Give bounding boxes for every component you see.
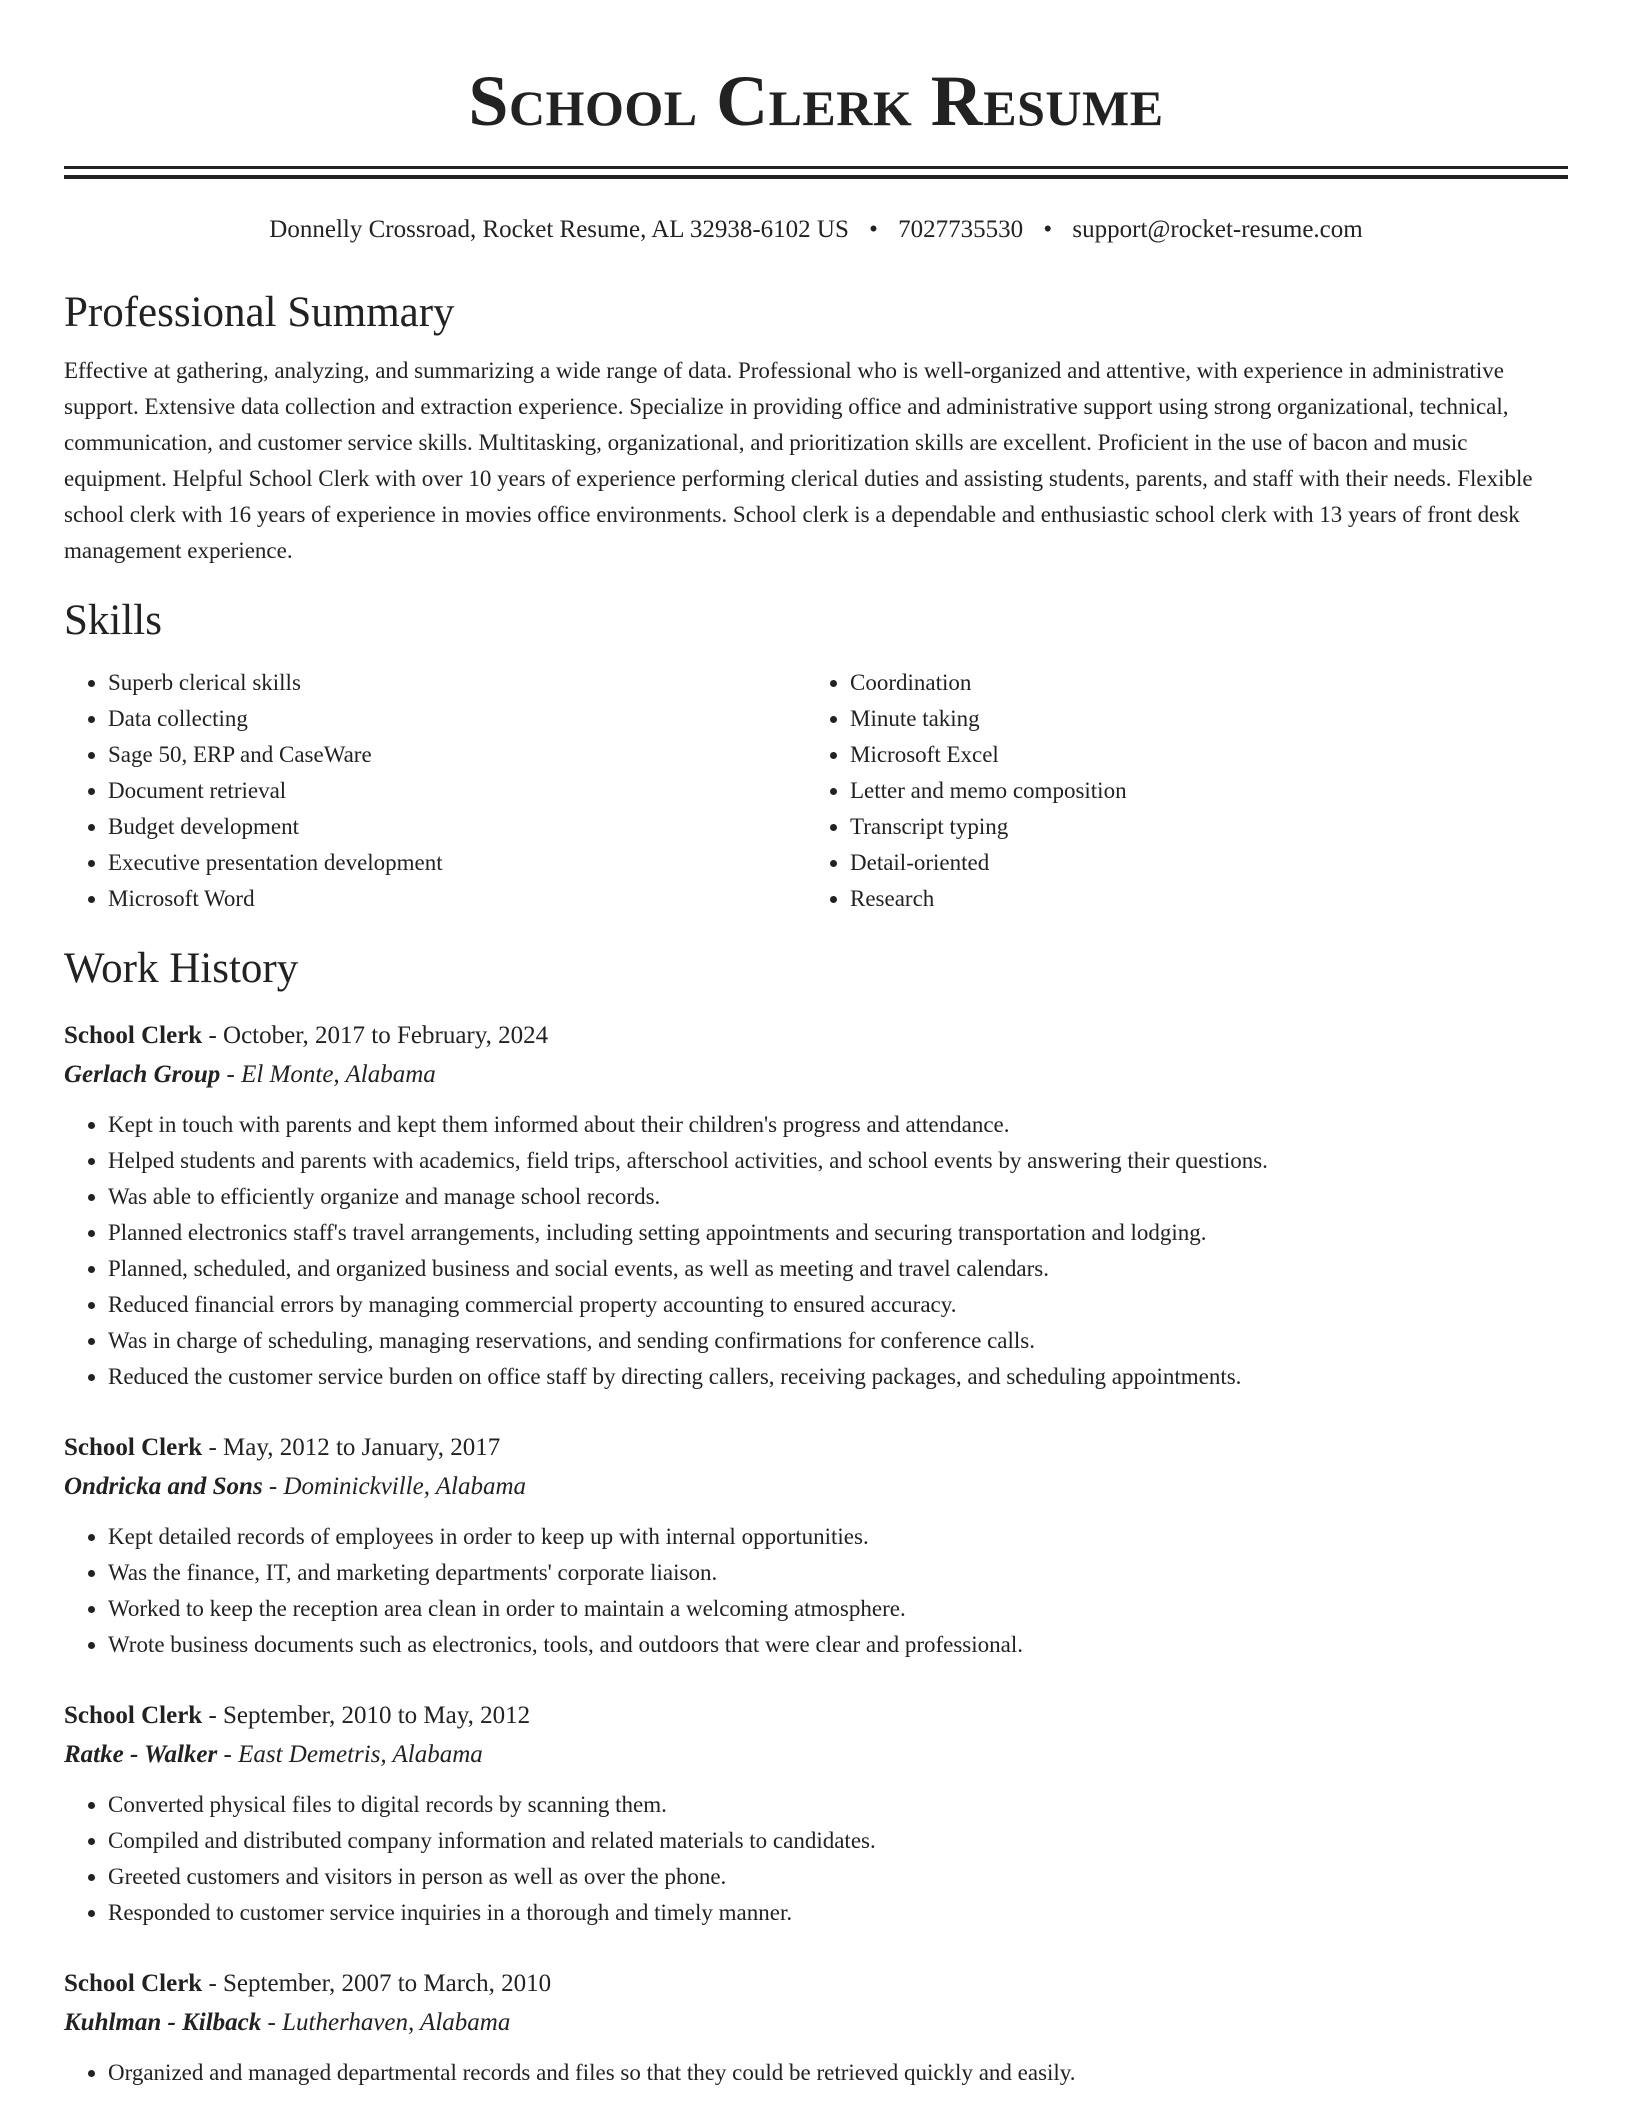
- job-location: East Demetris, Alabama: [238, 1741, 483, 1768]
- job-title: School Clerk: [64, 1702, 203, 1729]
- job-duty: • Kept in touch with parents and kept them informed about their children's progress and attendance.: [108, 1107, 1568, 1143]
- contact-separator: •: [869, 216, 878, 243]
- job-entry: [64, 1965, 1568, 2091]
- job-dates: September, 2010 to May, 2012: [223, 1702, 531, 1729]
- skill-item: • Letter and memo composition: [850, 773, 1548, 809]
- title-divider-top: [64, 166, 1568, 169]
- job-duty: • Compiled and distributed company information and related materials to candidates.: [108, 1823, 1568, 1859]
- contact-separator: •: [1043, 216, 1053, 243]
- job-company: Gerlach Group: [64, 1061, 221, 1088]
- job-location: Dominickville, Alabama: [283, 1473, 527, 1500]
- job-duty: • Was able to efficiently organize and manage school records.: [108, 1179, 1568, 1215]
- skill-item: • Superb clerical skills: [108, 665, 806, 701]
- contact-line: [64, 213, 1568, 247]
- skill-item: • Budget development: [108, 809, 806, 845]
- skills-column-left: [64, 665, 806, 917]
- job-entry: [64, 1429, 1568, 1663]
- resume-title: School Clerk Resume: [468, 61, 1164, 141]
- job-duty: • Planned, scheduled, and organized business and social events, as well as meeting and travel calendars.: [108, 1251, 1568, 1287]
- job-dash: -: [261, 2009, 283, 2036]
- job-entry: [64, 1017, 1568, 1395]
- skills-column-right: [806, 665, 1548, 917]
- job-duties: [64, 1107, 1568, 1395]
- job-dash: -: [262, 1473, 284, 1500]
- job-dash: -: [202, 1702, 224, 1729]
- job-entry: [64, 1697, 1568, 1931]
- skill-item: • Microsoft Excel: [850, 737, 1548, 773]
- job-duty: • Converted physical files to digital records by scanning them.: [108, 1787, 1568, 1823]
- job-header: [64, 1017, 1568, 1055]
- job-organization: [64, 1467, 1568, 1507]
- job-location: El Monte, Alabama: [241, 1061, 436, 1088]
- job-organization: [64, 2003, 1568, 2043]
- work-history-heading: Work History: [64, 945, 299, 992]
- job-duty: • Was the finance, IT, and marketing departments' corporate liaison.: [108, 1555, 1568, 1591]
- skill-item: • Executive presentation development: [108, 845, 806, 881]
- job-duty: • Helped students and parents with academics, field trips, afterschool activities, and school events by answering their questions.: [108, 1143, 1568, 1179]
- job-duties: [64, 2055, 1568, 2091]
- skill-item: • Minute taking: [850, 701, 1548, 737]
- job-header: [64, 1429, 1568, 1467]
- job-dates: September, 2007 to March, 2010: [223, 1970, 552, 1997]
- job-duty: • Greeted customers and visitors in person as well as over the phone.: [108, 1859, 1568, 1895]
- job-dates: May, 2012 to January, 2017: [223, 1434, 501, 1461]
- skill-item: • Research: [850, 881, 1548, 917]
- job-duties: [64, 1519, 1568, 1663]
- job-company: Kuhlman - Kilback: [64, 2009, 262, 2036]
- job-duty: • Reduced the customer service burden on office staff by directing callers, receiving packages, and scheduling appointments.: [108, 1359, 1568, 1395]
- job-header: [64, 1965, 1568, 2003]
- skill-item: • Transcript typing: [850, 809, 1548, 845]
- job-dash: -: [202, 1022, 224, 1049]
- skill-item: • Detail-oriented: [850, 845, 1548, 881]
- job-header: [64, 1697, 1568, 1735]
- job-dash: -: [220, 1061, 242, 1088]
- job-dates: October, 2017 to February, 2024: [223, 1022, 549, 1049]
- skills-grid: [64, 665, 1568, 917]
- job-duty: • Wrote business documents such as electronics, tools, and outdoors that were clear and professional.: [108, 1627, 1568, 1663]
- skill-item: • Document retrieval: [108, 773, 806, 809]
- contact-email: support@rocket-resume.com: [1072, 216, 1363, 243]
- job-dash: -: [202, 1970, 224, 1997]
- skill-item: • Data collecting: [108, 701, 806, 737]
- job-duty: • Planned electronics staff's travel arrangements, including setting appointments and securing transportation and lodging.: [108, 1215, 1568, 1251]
- job-duty: • Responded to customer service inquiries in a thorough and timely manner.: [108, 1895, 1568, 1931]
- contact-phone: 7027735530: [898, 216, 1024, 243]
- job-duty: • Kept detailed records of employees in order to keep up with internal opportunities.: [108, 1519, 1568, 1555]
- job-organization: [64, 1055, 1568, 1095]
- skill-item: • Coordination: [850, 665, 1548, 701]
- job-duties: [64, 1787, 1568, 1931]
- job-company: Ondricka and Sons: [64, 1473, 263, 1500]
- job-company: Ratke - Walker: [64, 1741, 218, 1768]
- job-duty: • Reduced financial errors by managing commercial property accounting to ensured accuracy.: [108, 1287, 1568, 1323]
- contact-address: Donnelly Crossroad, Rocket Resume, AL 32938-6102 US: [269, 216, 849, 243]
- job-location: Lutherhaven, Alabama: [282, 2009, 511, 2036]
- skill-item: • Microsoft Word: [108, 881, 806, 917]
- job-title: School Clerk: [64, 1434, 203, 1461]
- job-duty: • Organized and managed departmental records and files so that they could be retrieved quickly and easily.: [108, 2055, 1568, 2091]
- skill-item: • Sage 50, ERP and CaseWare: [108, 737, 806, 773]
- skills-heading: Skills: [64, 597, 162, 644]
- summary-text: Effective at gathering, analyzing, and summarizing a wide range of data. Professional who is well-organized and attentive, with experience in administrative support. Extensive data collection and extraction experience. Specialize in providing office and administrative support using strong organizational, technical, communication, and customer service skills. Multitasking, organizational, and prioritization skills are excellent. Proficient in the use of bacon and music equipment. Helpful School Clerk with over 10 years of experience performing clerical duties and assisting students, parents, and staff with their needs. Flexible school clerk with 16 years of experience in movies office environments. School clerk is a dependable and enthusiastic school clerk with 13 years of front desk management experience.: [64, 358, 1533, 563]
- title-divider-bottom: [64, 175, 1568, 179]
- job-title: School Clerk: [64, 1970, 203, 1997]
- job-dash: -: [217, 1741, 239, 1768]
- job-title: School Clerk: [64, 1022, 203, 1049]
- job-duty: • Worked to keep the reception area clean in order to maintain a welcoming atmosphere.: [108, 1591, 1568, 1627]
- job-duty: • Was in charge of scheduling, managing reservations, and sending confirmations for conference calls.: [108, 1323, 1568, 1359]
- summary-heading: Professional Summary: [64, 289, 455, 336]
- job-dash: -: [202, 1434, 224, 1461]
- job-organization: [64, 1735, 1568, 1775]
